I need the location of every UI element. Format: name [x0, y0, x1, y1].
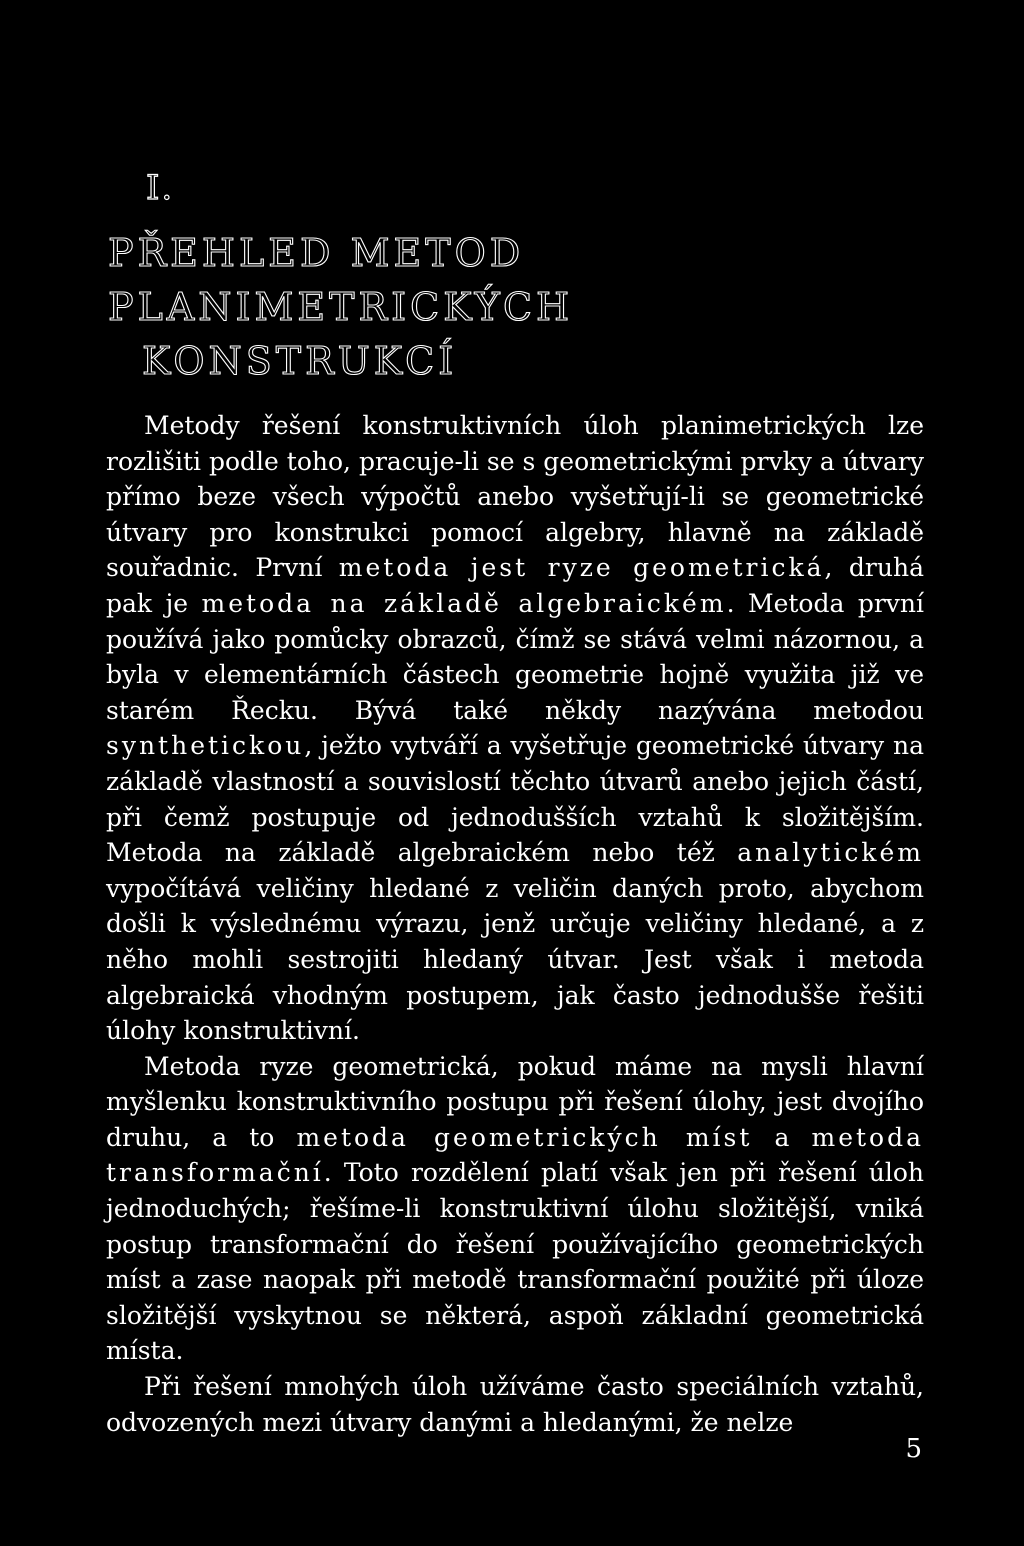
chapter-title [108, 226, 928, 388]
paragraph-1 [106, 408, 924, 1049]
paragraph-2 [106, 1049, 924, 1369]
paragraph-3 [106, 1369, 924, 1440]
paragraph-text: . Toto rozdělení platí však jen při řešení úloh jednoduchých; řešíme-li konstruktivní úlohu složitější, vniká postup transformační do řešení používajícího geometrických míst a zase naopak při metodě transformační použité při úloze složitější vyskytnou se některá, aspoň základní geometrická místa. [106, 1158, 924, 1366]
paragraph-text: Metoda ryze geometrická, pokud máme na mysli hlavní myšlenku konstruktivního postupu při řešení úlohy, jest dvojího druhu, a to [106, 1051, 924, 1152]
chapter-title-line-1: PŘEHLED METOD PLANIMETRICKÝCH [108, 231, 574, 329]
paragraph-text: , ježto vytváří a vyšetřuje geometrické útvary na základě vlastností a souvislostí těchto útvarů anebo jejich částí, při čemž postupuje od jednodušších vztahů k složitějším. Metoda na základě algebraickém nebo též [106, 731, 924, 868]
body-text [106, 408, 924, 1440]
emphasis-term: metoda transformační [106, 1122, 924, 1188]
paragraph-text: Metody řešení konstruktivních úloh planimetrických lze rozlišiti podle toho, pracuje-li se s geometrickými prvky a útvary přímo beze všech výpočtů anebo vyšetřují-li se geometrické útvary pro konstrukci pomocí algebry, hlavně na základě souřadnic. První [106, 411, 924, 583]
emphasis-term: metoda jest ryze geometrická [338, 553, 825, 583]
page-number: 5 [905, 1434, 922, 1464]
emphasis-term: metoda geometrických míst [296, 1122, 753, 1152]
paragraph-text: a [752, 1122, 812, 1152]
paragraph-text: , druhá pak je [106, 553, 924, 618]
emphasis-term: analytickém [737, 838, 924, 868]
paragraph-text: . Metoda první používá jako pomůcky obrazců, čímž se stává velmi názornou, a byla v elementárních částech geometrie hojně využita již ve starém Řecku. Bývá také někdy nazývána metodou [106, 588, 925, 725]
paragraph-text: vypočítává veličiny hledané z veličin daných proto, abychom došli k výslednému výrazu, jenž určuje veličiny hledané, a z něho mohli sestrojiti hledaný útvar. Jest však i metoda algebraická vhodným postupem, jak často jednodušše řešiti úlohy konstruktivní. [106, 873, 924, 1046]
chapter-number: I. [146, 168, 175, 208]
emphasis-term: synthetickou [106, 731, 305, 761]
paragraph-text: Při řešení mnohých úloh užíváme často speciálních vztahů, odvozených mezi útvary danými a hledanými, že nelze [106, 1372, 924, 1437]
chapter-title-line-2: KONSTRUKCÍ [142, 339, 458, 383]
emphasis-term: metoda na základě algebraickém [201, 588, 727, 618]
